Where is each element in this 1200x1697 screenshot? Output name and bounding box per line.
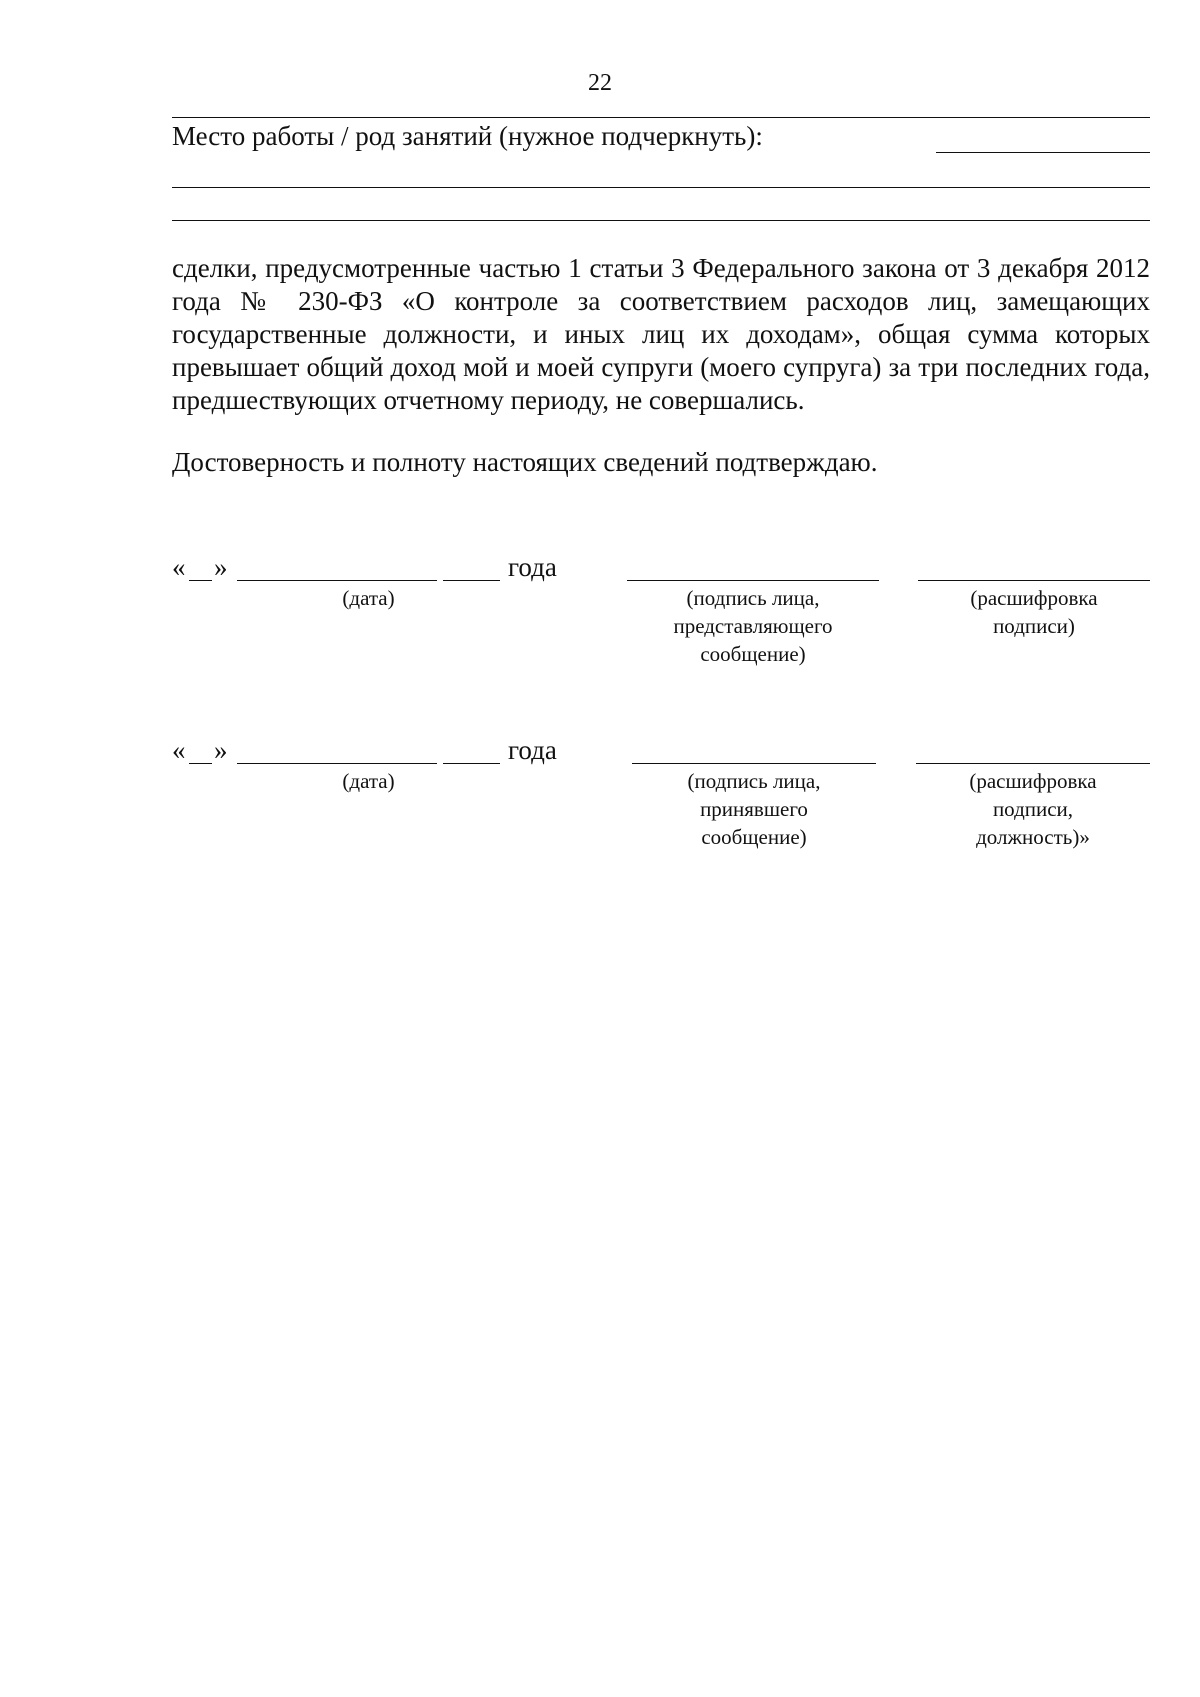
decoding-caption-line: (расшифровка (969, 769, 1097, 793)
body-paragraph: сделки, предусмотренные частью 1 статьи 3 Федерального закона от 3 декабря 2012 года № 230-ФЗ «О контроле за соответствием расходов лиц, замещающих государственные должности, и иных лиц их доходам», общая сумма которых превышает общий доход мой и моей супруги (моего супруга) за три последних года, предшествующих отчетному периоду, не совершались. (172, 253, 1150, 415)
year-word: года (508, 552, 557, 582)
signature-blank[interactable] (627, 580, 879, 581)
date-quote-open: « (172, 735, 186, 765)
decoding-caption (918, 584, 1150, 640)
work-field-blank[interactable] (936, 152, 1150, 153)
decoding-caption-line: должность)» (976, 825, 1090, 849)
date-quote-close: » (214, 735, 228, 765)
decoding-blank[interactable] (916, 763, 1150, 764)
signature-caption (632, 767, 876, 851)
signature-caption-line: принявшего (700, 797, 808, 821)
date-month-blank[interactable] (237, 580, 437, 581)
signature-caption (627, 584, 879, 668)
signature-caption-line: (подпись лица, (686, 586, 820, 610)
decoding-caption-line: подписи) (993, 614, 1075, 638)
date-day-blank[interactable] (189, 580, 212, 581)
decoding-caption-line: подписи, (992, 797, 1074, 821)
decoding-blank[interactable] (918, 580, 1150, 581)
decoding-caption-line: (расшифровка (970, 586, 1098, 610)
work-field-line-3[interactable] (172, 220, 1150, 221)
signature-caption-line: представляющего (673, 614, 833, 638)
date-quote-close: » (214, 552, 228, 582)
page-number: 22 (588, 70, 612, 96)
confirmation-text: Достоверность и полноту настоящих сведений подтверждаю. (172, 447, 878, 477)
signature-caption-line: сообщение) (700, 642, 806, 666)
date-caption: (дата) (342, 586, 395, 610)
top-rule (172, 117, 1150, 118)
date-caption: (дата) (342, 769, 395, 793)
work-field-line-2[interactable] (172, 187, 1150, 188)
date-quote-open: « (172, 552, 186, 582)
signature-caption-line: (подпись лица, (687, 769, 821, 793)
date-year-blank[interactable] (443, 580, 500, 581)
decoding-caption (916, 767, 1150, 851)
date-year-blank[interactable] (443, 763, 500, 764)
year-word: года (508, 735, 557, 765)
signature-caption-line: сообщение) (701, 825, 807, 849)
work-field-label: Место работы / род занятий (нужное подчеркнуть): (172, 121, 763, 151)
date-day-blank[interactable] (189, 763, 212, 764)
date-month-blank[interactable] (237, 763, 437, 764)
signature-blank[interactable] (632, 763, 876, 764)
